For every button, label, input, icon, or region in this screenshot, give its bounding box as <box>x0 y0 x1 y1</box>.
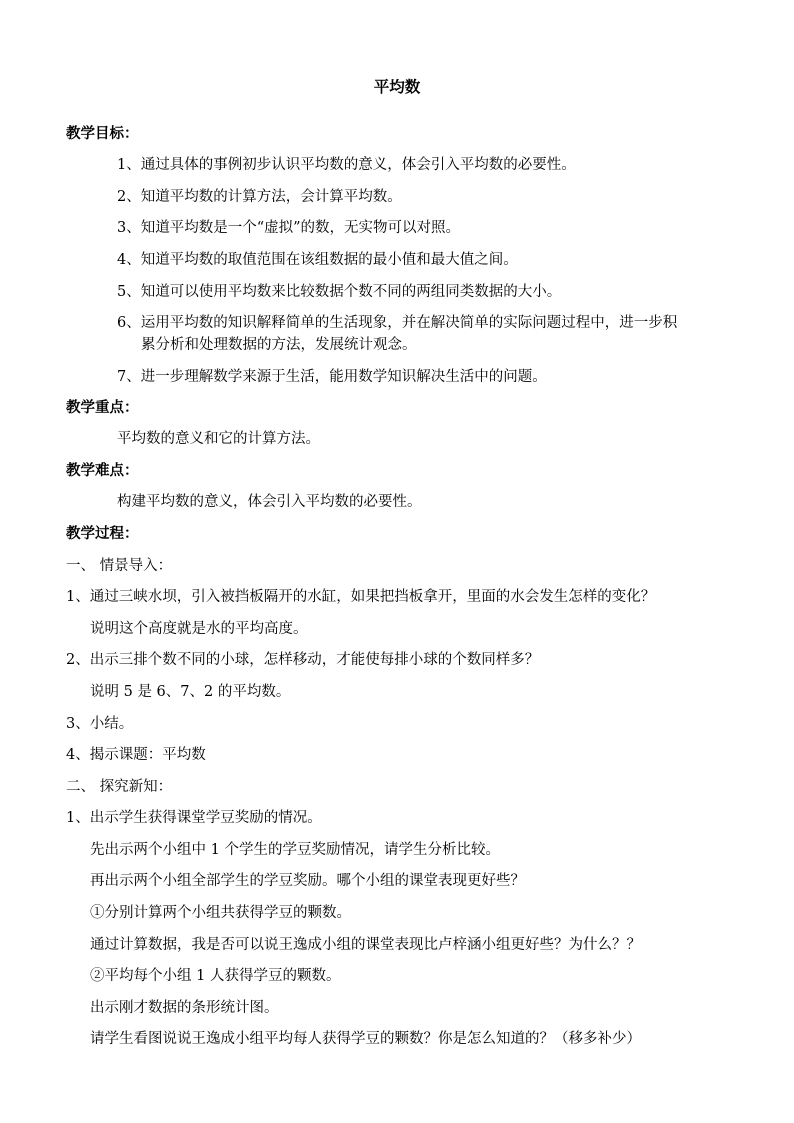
goals-heading: 教学目标： <box>66 125 139 142</box>
process-line: 3、小结。 <box>66 716 134 732</box>
process-line: 先出示两个小组中 1 个学生的学豆奖励情况，请学生分析比较。 <box>90 842 500 858</box>
process-heading: 教学过程： <box>66 525 139 542</box>
difficulty-heading: 教学难点： <box>66 462 139 479</box>
page-title: 平均数 <box>373 77 421 96</box>
goal-item: 2、知道平均数的计算方法，会计算平均数。 <box>117 189 402 205</box>
goal-item: 4、知道平均数的取值范围在该组数据的最小值和最大值之间。 <box>117 252 518 268</box>
process-line: 2、出示三排个数不同的小球，怎样移动，才能使每排小球的个数同样多？ <box>66 652 540 668</box>
process-line: 再出示两个小组全部学生的学豆奖励。哪个小组的课堂表现更好些？ <box>90 873 525 889</box>
process-line: 说明这个高度就是水的平均高度。 <box>90 621 308 637</box>
process-line: 出示刚才数据的条形统计图。 <box>90 1000 279 1016</box>
process-line: 通过计算数据，我是否可以说王逸成小组的课堂表现比卢梓涵小组更好些？为什么？？ <box>90 937 641 953</box>
process-line: 说明 5 是 6、7、2 的平均数。 <box>90 684 291 700</box>
goal-item-continuation: 累分析和处理数据的方法，发展统计观念。 <box>141 337 417 353</box>
process-line: ①分别计算两个小组共获得学豆的颗数。 <box>90 905 351 921</box>
process-line: 4、揭示课题：平均数 <box>66 747 206 763</box>
goal-item: 6、运用平均数的知识解释简单的生活现象，并在解决简单的实际问题过程中，进一步积 <box>117 315 678 331</box>
goal-item: 3、知道平均数是一个“虚拟”的数，无实物可以对照。 <box>117 220 461 236</box>
goal-item: 1、通过具体的事例初步认识平均数的意义，体会引入平均数的必要性。 <box>117 157 576 173</box>
process-line: 请学生看图说说王逸成小组平均每人获得学豆的颗数？你是怎么知道的？（移多补少） <box>90 1031 641 1047</box>
key-point-text: 平均数的意义和它的计算方法。 <box>117 431 320 447</box>
section-title: 二、 探究新知： <box>66 779 173 795</box>
process-line: 1、出示学生获得课堂学豆奖励的情况。 <box>66 810 322 826</box>
process-line: ②平均每个小组 1 人获得学豆的颗数。 <box>90 968 341 984</box>
section-title: 一、 情景导入： <box>66 558 173 574</box>
goal-item: 5、知道可以使用平均数来比较数据个数不同的两组同类数据的大小。 <box>117 284 562 300</box>
process-line: 1、通过三峡水坝，引入被挡板隔开的水缸，如果把挡板拿开，里面的水会发生怎样的变化？ <box>66 589 656 605</box>
key-point-heading: 教学重点： <box>66 399 139 416</box>
difficulty-text: 构建平均数的意义，体会引入平均数的必要性。 <box>117 494 422 510</box>
goal-item: 7、进一步理解数学来源于生活，能用数学知识解决生活中的问题。 <box>117 369 547 385</box>
